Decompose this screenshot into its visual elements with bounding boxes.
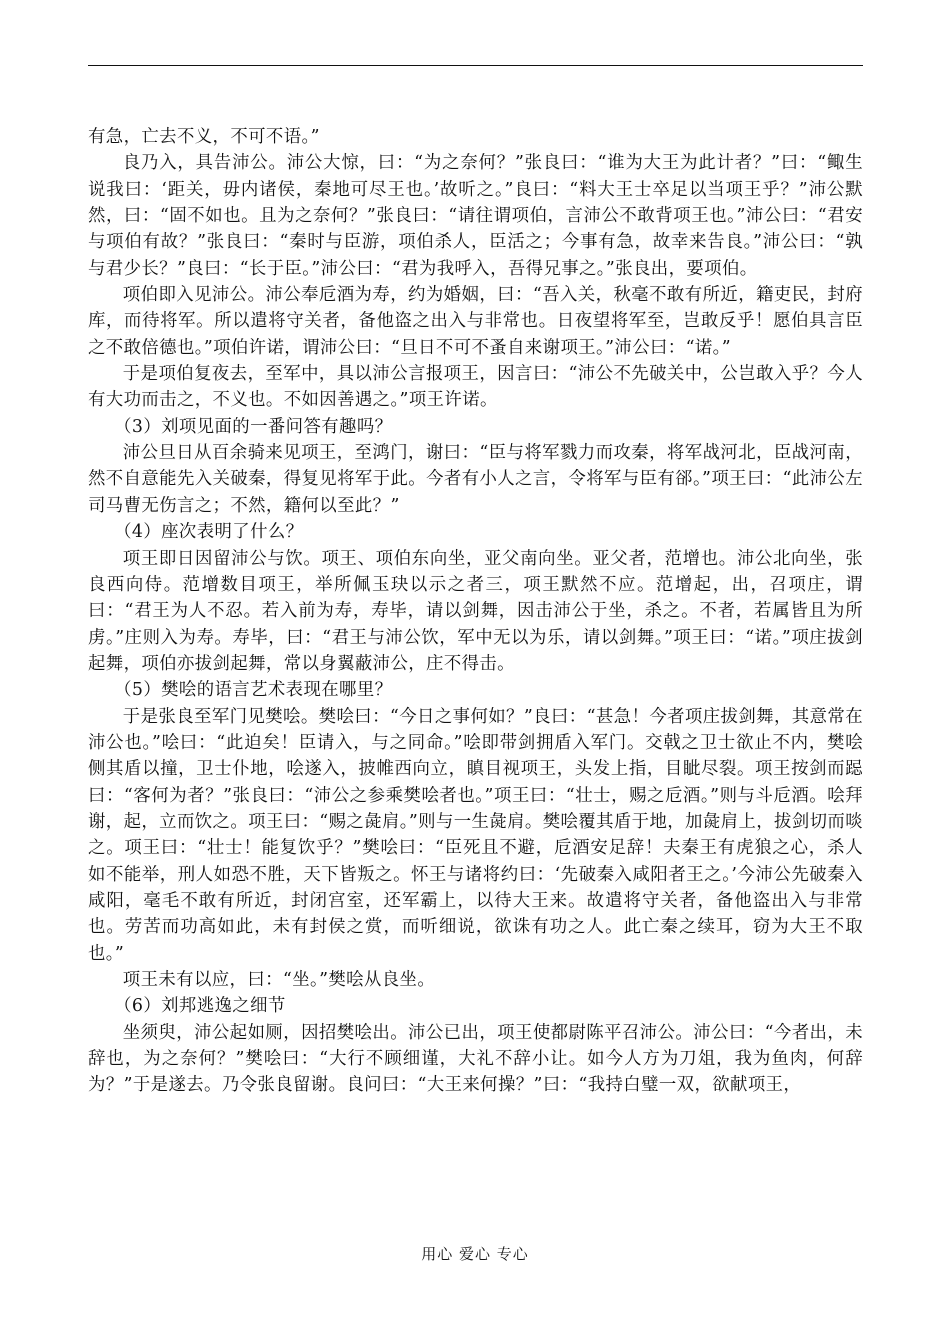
paragraph: 坐须臾，沛公起如厕，因招樊哙出。沛公已出，项王使都尉陈平召沛公。沛公曰：“今者出，未辞也，为之奈何？”樊哙曰：“大行不顾细谨，大礼不辞小让。如今人方为刀俎，我为鱼肉，何辞为？”于是遂去。乃令张良留谢。良问曰：“大王来何操？”曰：“我持白璧一双，欲献项王， (88, 1022, 863, 1096)
header-rule (88, 65, 863, 66)
section-question: （5）樊哙的语言艺术表现在哪里？ (114, 680, 393, 701)
paragraph: 有急，亡去不义，不可不语。” (88, 127, 320, 147)
paragraph: 项王未有以应，曰：“坐。”樊哙从良坐。 (122, 970, 436, 990)
page-footer: 用心 爱心 专心 (421, 1245, 529, 1263)
paragraph: 良乃入，具告沛公。沛公大惊，曰：“为之奈何？”张良曰：“谁为大王为此计者？”曰：“鲰生说我曰：‘距关，毋内诸侯，秦地可尽王也。’故听之。”良曰：“料大王士卒足以当项王乎？”沛公默然，曰：“固不如也。且为之奈何？”张良曰：“请往谓项伯，言沛公不敢背项王也。”沛公曰：“君安与项伯有故？”张良曰：“秦时与臣游，项伯杀人，臣活之；今事有急，故幸来告良。”沛公曰：“孰与君少长？”良曰：“长于臣。”沛公曰：“君为我呼入，吾得兄事之。”张良出，要项伯。 (88, 153, 863, 279)
section-question: （3）刘项见面的一番问答有趣吗？ (114, 416, 393, 437)
paragraph: 于是张良至军门见樊哙。樊哙曰：“今日之事何如？”良曰：“甚急！今者项庄拔剑舞，其意常在沛公也。”哙曰：“此迫矣！臣请入，与之同命。”哙即带剑拥盾入军门。交戟之卫士欲止不内，樊哙侧其盾以撞，卫士仆地，哙遂入，披帷西向立，瞋目视项王，头发上指，目眦尽裂。项王按剑而跽曰：“客何为者？”张良曰：“沛公之参乘樊哙者也。”项王曰：“壮士，赐之卮酒。”则与斗卮酒。哙拜谢，起，立而饮之。项王曰：“赐之彘肩。”则与一生彘肩。樊哙覆其盾于地，加彘肩上，拔剑切而啖之。项王曰：“壮士！能复饮乎？”樊哙曰：“臣死且不避，卮酒安足辞！夫秦王有虎狼之心，杀人如不能举，刑人如恐不胜，天下皆叛之。怀王与诸将约曰：‘先破秦入咸阳者王之。’今沛公先破秦入咸阳，毫毛不敢有所近，封闭宫室，还军霸上，以待大王来。故遣将守关者，备他盗出入与非常也。劳苦而功高如此，未有封侯之赏，而听细说，欲诛有功之人。此亡秦之续耳，窃为大王不取也。” (88, 706, 863, 964)
document-body (88, 124, 863, 1099)
paragraph: 项伯即入见沛公。沛公奉卮酒为寿，约为婚姻，曰：“吾入关，秋毫不敢有所近，籍吏民，封府库，而待将军。所以遣将守关者，备他盗之出入与非常也。日夜望将军至，岂敢反乎！愿伯具言臣之不敢倍德也。”项伯许诺，谓沛公曰：“旦日不可不蚤自来谢项王。”沛公曰：“诺。” (88, 285, 863, 358)
paragraph: 沛公旦日从百余骑来见项王，至鸿门，谢曰：“臣与将军戮力而攻秦，将军战河北，臣战河南，然不自意能先入关破秦，得复见将军于此。今者有小人之言，令将军与臣有郤。”项王曰：“此沛公左司马曹无伤言之；不然，籍何以至此？” (88, 443, 863, 516)
section-question: （4）座次表明了什么？ (114, 522, 304, 543)
paragraph: 项王即日因留沛公与饮。项王、项伯东向坐，亚父南向坐。亚父者，范增也。沛公北向坐，张良西向侍。范增数目项王，举所佩玉玦以示之者三，项王默然不应。范增起，出，召项庄，谓曰：“君王为人不忍。若入前为寿，寿毕，请以剑舞，因击沛公于坐，杀之。不者，若属皆且为所虏。”庄则入为寿。寿毕，曰：“君王与沛公饮，军中无以为乐，请以剑舞。”项王曰：“诺。”项庄拔剑起舞，项伯亦拔剑起舞，常以身翼蔽沛公，庄不得击。 (88, 548, 863, 674)
paragraph: 于是项伯复夜去，至军中，具以沛公言报项王，因言曰：“沛公不先破关中，公岂敢入乎？今人有大功而击之，不义也。不如因善遇之。”项王许诺。 (88, 364, 863, 411)
section-question: （6）刘邦逃逸之细节 (114, 996, 286, 1017)
